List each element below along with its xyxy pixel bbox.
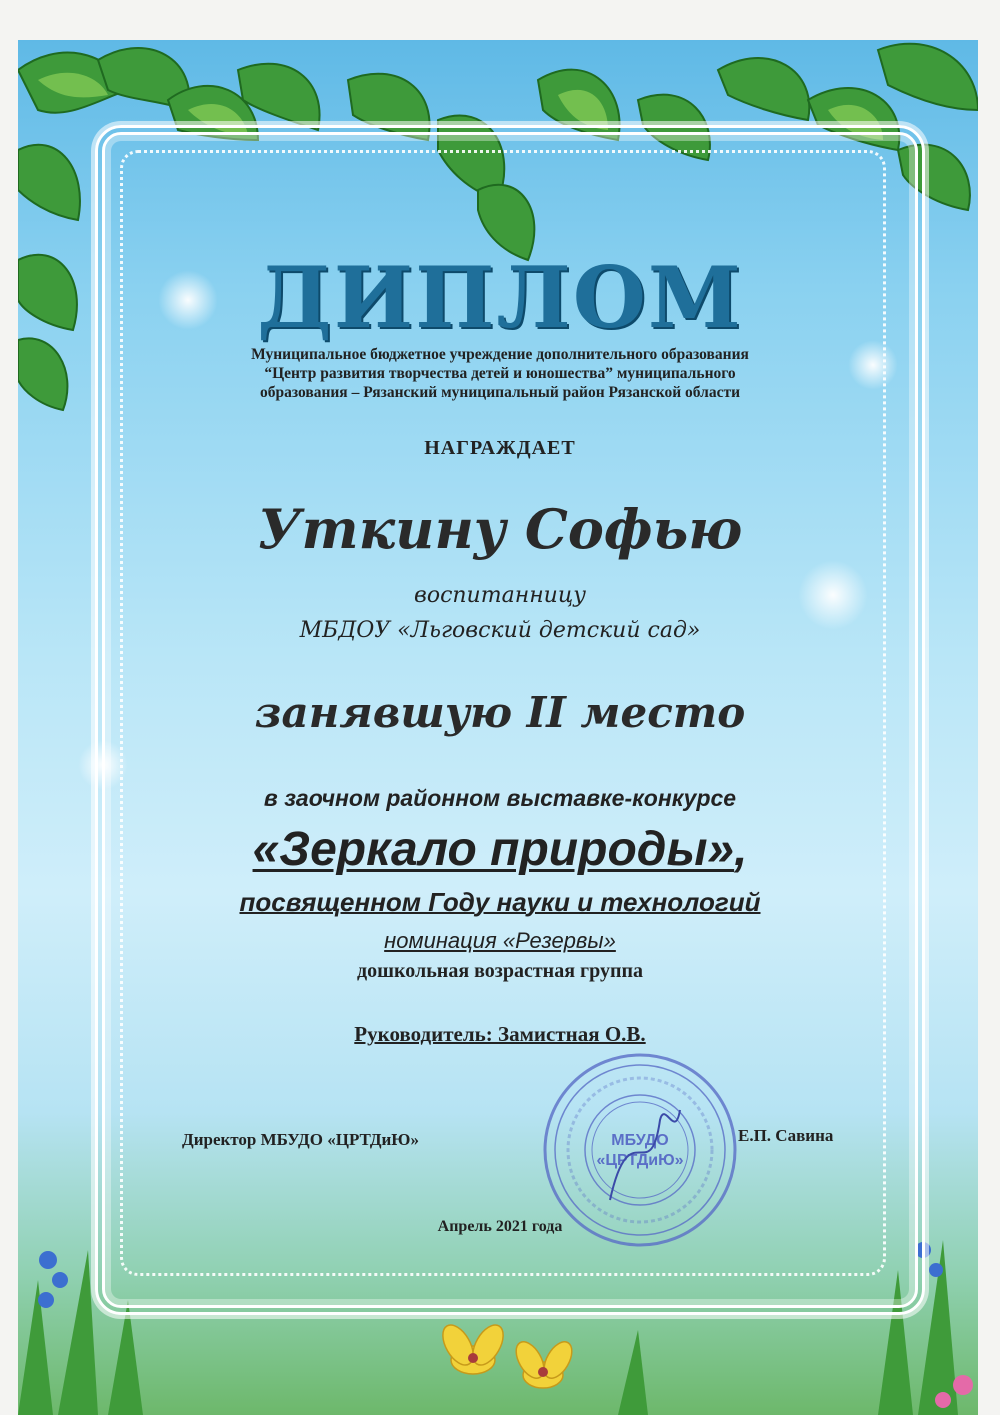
contest-name xyxy=(0,822,1000,877)
age-group: дошкольная возрастная группа xyxy=(357,960,643,982)
stamp-center-line: МБУДО xyxy=(611,1132,669,1149)
director-title: Директор МБУДО «ЦРТДиЮ» xyxy=(182,1130,419,1149)
contest-name-text: «Зеркало природы» xyxy=(252,823,735,876)
organization-line: “Центр развития творчества детей и юношества” муниципального xyxy=(264,365,736,382)
issue-date: Апрель 2021 года xyxy=(437,1218,563,1235)
nomination xyxy=(0,928,1000,954)
organization-name xyxy=(150,345,850,402)
nomination-text: номинация «Резервы» xyxy=(384,928,616,953)
awards-heading: НАГРАЖДАЕТ xyxy=(424,437,576,459)
recipient-name: Уткину Софью xyxy=(257,497,743,561)
recipient-role: воспитанницу xyxy=(414,583,586,608)
diploma-title: ДИПЛОМ xyxy=(257,248,743,347)
contest-intro: в заочном районном выставке-конкурсе xyxy=(263,785,737,811)
organization-line: Муниципальное бюджетное учреждение дополнительного образования xyxy=(251,346,749,363)
leader xyxy=(0,1022,1000,1047)
contest-dedication-text: посвященном Году науки и технологий xyxy=(239,887,761,917)
organization-line: образования – Рязанский муниципальный район Рязанской области xyxy=(259,384,741,401)
signer-name: Е.П. Савина xyxy=(738,1126,834,1145)
contest-comma: , xyxy=(734,823,748,876)
contest-dedication xyxy=(0,887,1000,918)
place-award: занявшую II место xyxy=(254,688,746,737)
institution-name: МБДОУ «Льговский детский сад» xyxy=(299,618,701,643)
stamp-center-line: «ЦРТДиЮ» xyxy=(596,1152,684,1169)
leader-text: Руководитель: Замистная О.В. xyxy=(354,1022,646,1046)
